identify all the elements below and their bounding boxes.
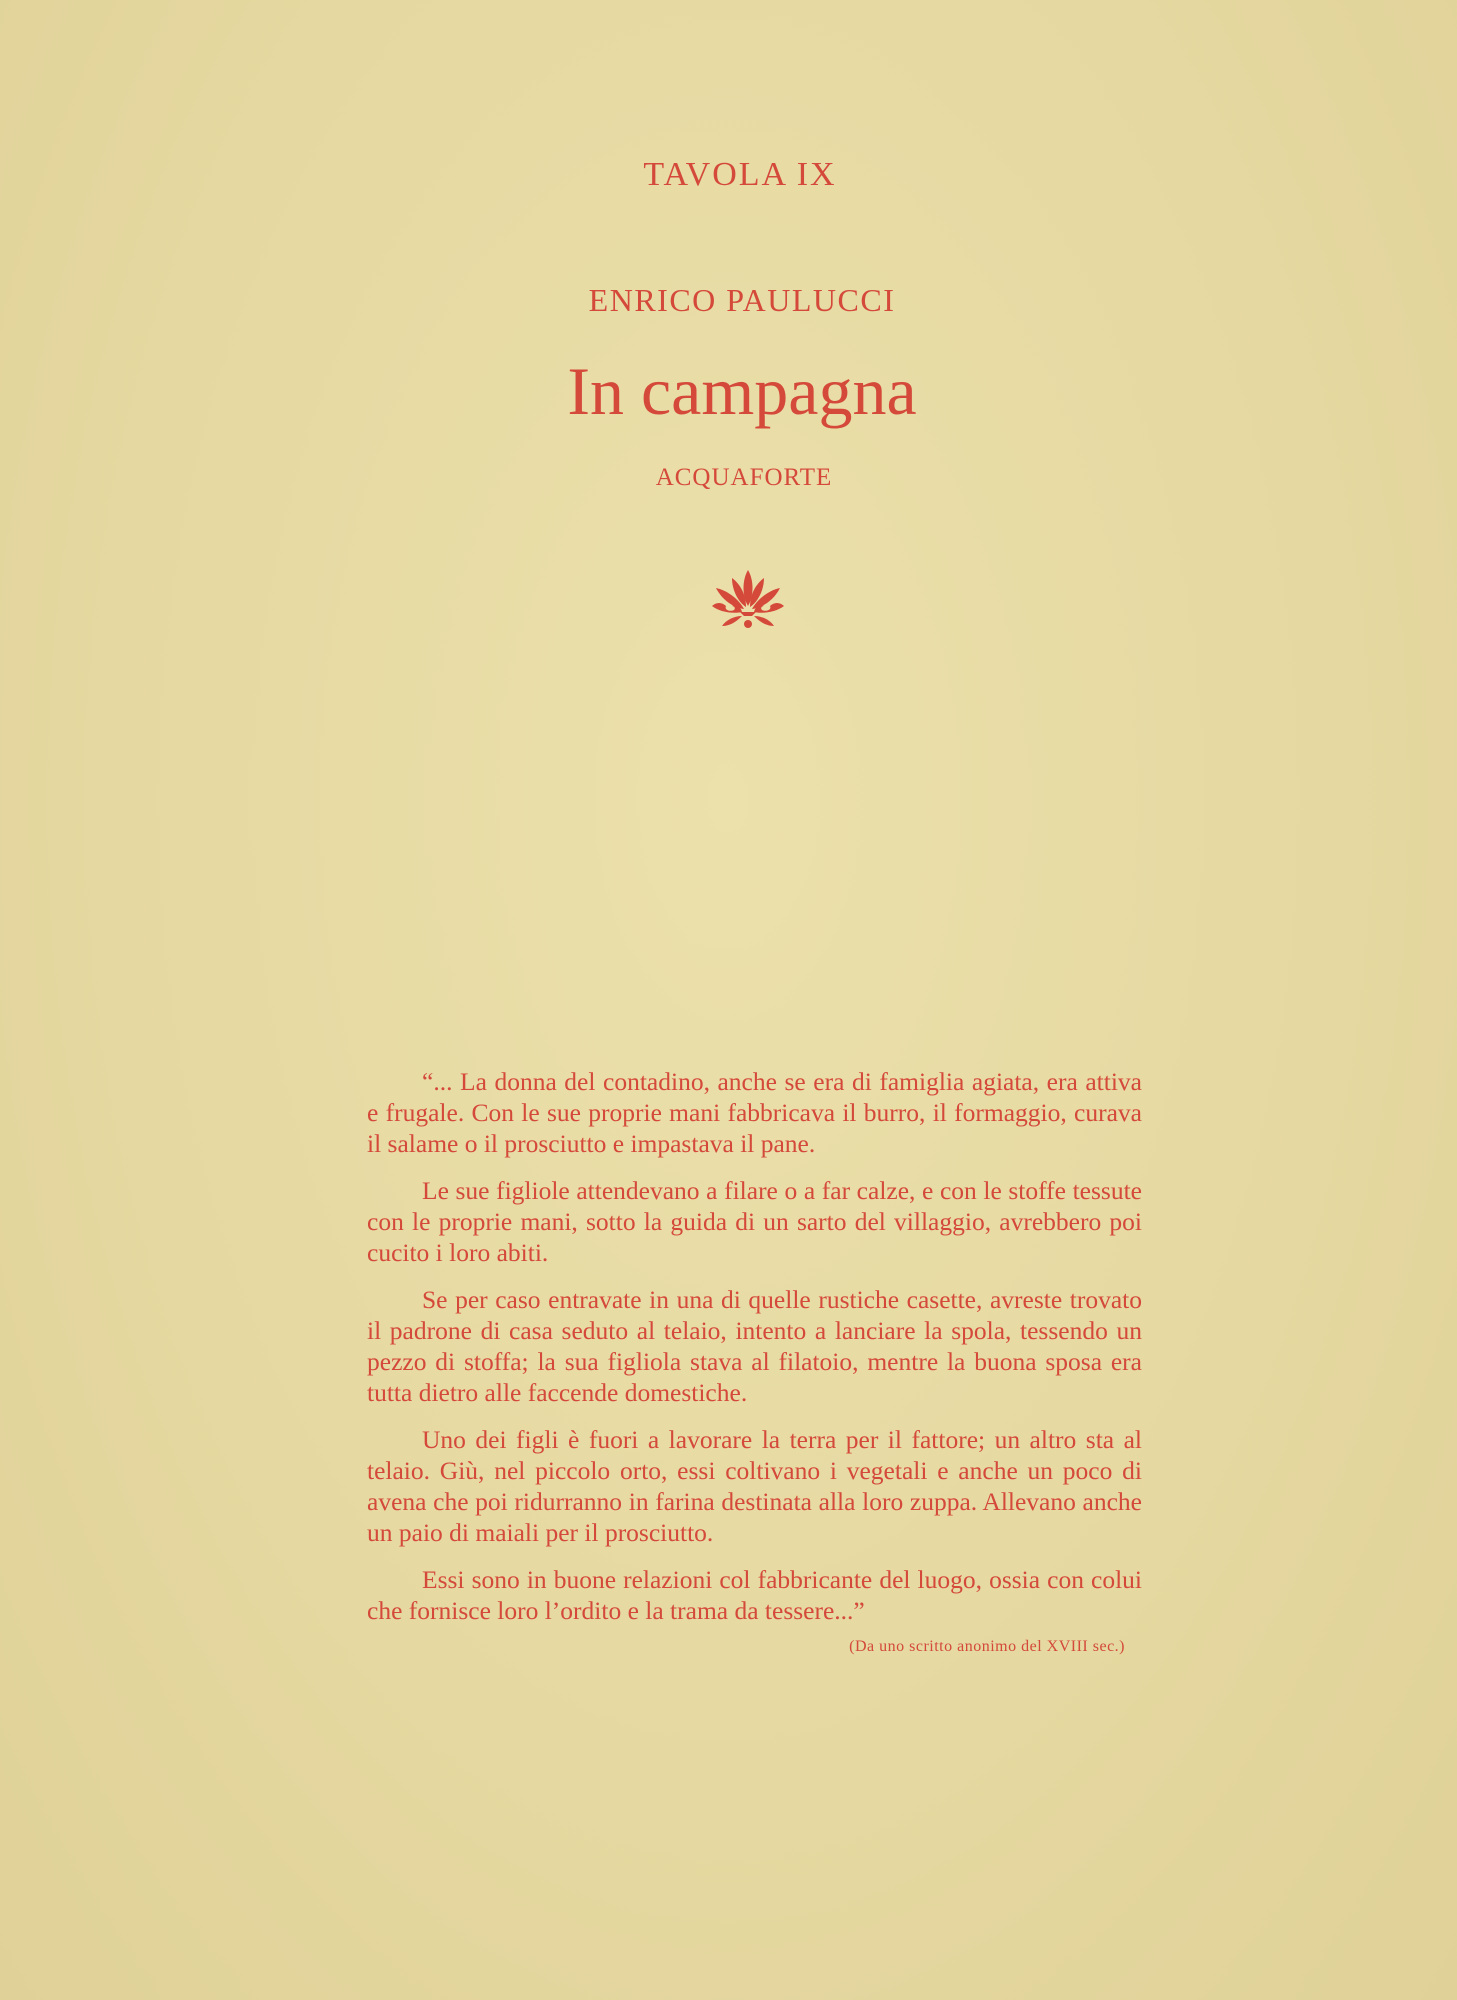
paragraph-4: Uno dei figli è fuori a lavorare la terra per il fattore; un altro sta al telaio. Giù, nel piccolo orto, essi coltivano i vegetali e anche un poco di avena che poi ridurranno in farina destinata alla loro zuppa. Allevano anche un paio di maiali per il prosciutto. xyxy=(367,1425,1142,1547)
plate-number: TAVOLA IX xyxy=(643,156,837,193)
paragraph-3: Se per caso entravate in una di quelle rustiche casette, avreste trovato il padrone di casa seduto al telaio, intento a lanciare la spola, tessendo un pezzo di stoffa; la sua figliola stava al filatoio, mentre la buona sposa era tutta dietro alle faccende domestiche. xyxy=(367,1285,1142,1407)
paragraph-1: “... La donna del contadino, anche se era di famiglia agiata, era attiva e frugale. Con le sue proprie mani fabbricava il burro, il formaggio, curava il salame o il prosciutto e impastava il pane. xyxy=(367,1067,1142,1158)
quoted-text xyxy=(367,1066,1142,1642)
palmette-ornament-icon xyxy=(708,566,788,636)
source-citation: (Da uno scritto anonimo del XVIII sec.) xyxy=(849,1638,1125,1655)
paragraph-2: Le sue figliole attendevano a filare o a far calze, e con le stoffe tessute con le proprie mani, sotto la guida di un sarto del villaggio, avrebbero poi cucito i loro abiti. xyxy=(367,1176,1142,1267)
artist-name: ENRICO PAULUCCI xyxy=(588,282,896,318)
artwork-title: In campagna xyxy=(567,353,917,429)
technique-label: ACQUAFORTE xyxy=(655,464,833,491)
paragraph-5: Essi sono in buone relazioni col fabbricante del luogo, ossia con colui che fornisce loro l’ordito e la trama da tessere...” xyxy=(367,1565,1142,1625)
